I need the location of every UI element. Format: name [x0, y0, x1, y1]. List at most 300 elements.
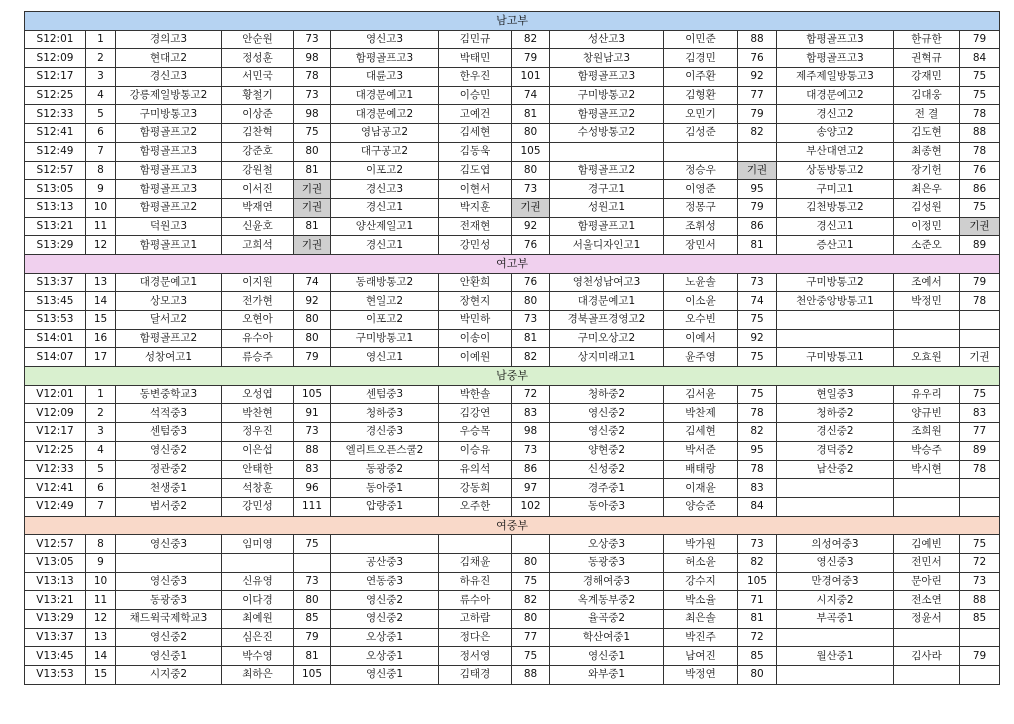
table-cell: 박민하 — [439, 311, 512, 330]
table-cell: 81 — [294, 647, 331, 666]
table-row — [25, 198, 1000, 217]
table-cell: 86 — [960, 180, 1000, 199]
table-cell: 이주환 — [664, 68, 738, 87]
table-cell: 96 — [294, 479, 331, 498]
table-cell: 영신중1 — [550, 647, 664, 666]
table-row — [25, 124, 1000, 143]
table-row — [25, 30, 1000, 49]
table-cell: 영남공고2 — [331, 124, 439, 143]
table-cell: 98 — [294, 49, 331, 68]
table-cell: 성산고3 — [550, 30, 664, 49]
table-cell: V13:13 — [25, 572, 86, 591]
table-cell: 강수지 — [664, 572, 738, 591]
table-cell: 구미방통고2 — [550, 86, 664, 105]
table-cell: 박서준 — [664, 441, 738, 460]
table-cell: 11 — [86, 591, 116, 610]
table-cell: 1 — [86, 385, 116, 404]
table-cell: 영신중2 — [116, 628, 222, 647]
table-cell: 전소연 — [894, 591, 960, 610]
table-cell: 동래방통고2 — [331, 273, 439, 292]
table-cell: 강재민 — [894, 68, 960, 87]
table-cell: 박정연 — [664, 666, 738, 685]
table-cell: S12:33 — [25, 105, 86, 124]
table-cell: 최은우 — [894, 180, 960, 199]
table-row — [25, 311, 1000, 330]
table-cell: 엘리트오픈스쿨2 — [331, 441, 439, 460]
table-cell: 오현아 — [222, 311, 294, 330]
table-cell: V12:57 — [25, 535, 86, 554]
table-cell: 이다경 — [222, 591, 294, 610]
table-cell: 공산중3 — [331, 553, 439, 572]
table-cell: 이포고2 — [331, 311, 439, 330]
table-cell: 77 — [960, 423, 1000, 442]
table-cell: 장기헌 — [894, 161, 960, 180]
table-cell: V12:01 — [25, 385, 86, 404]
table-cell: 10 — [86, 572, 116, 591]
table-cell: 이소윤 — [664, 292, 738, 311]
table-cell: 3 — [86, 68, 116, 87]
table-cell: 경덕중2 — [777, 441, 894, 460]
table-cell: 장민서 — [664, 236, 738, 255]
table-cell: 박정민 — [894, 292, 960, 311]
table-cell: 청하중2 — [550, 385, 664, 404]
table-cell: 84 — [960, 49, 1000, 68]
table-cell: 75 — [738, 311, 777, 330]
table-cell — [894, 329, 960, 348]
table-cell: 80 — [294, 142, 331, 161]
table-cell: 102 — [512, 497, 550, 516]
table-cell: 5 — [86, 105, 116, 124]
table-cell: 경해여중3 — [550, 572, 664, 591]
table-cell: 86 — [512, 460, 550, 479]
table-cell: 함평골프고3 — [116, 161, 222, 180]
table-cell: S12:01 — [25, 30, 86, 49]
table-cell: S12:17 — [25, 68, 86, 87]
table-cell: 74 — [294, 273, 331, 292]
table-cell: 만경여중3 — [777, 572, 894, 591]
table-cell: 85 — [960, 610, 1000, 629]
table-row — [25, 535, 1000, 554]
table-cell: 78 — [960, 292, 1000, 311]
table-cell: 김세현 — [664, 423, 738, 442]
table-cell: 수성방통고2 — [550, 124, 664, 143]
table-cell: 오성엽 — [222, 385, 294, 404]
table-cell: 정다은 — [439, 628, 512, 647]
table-row — [25, 423, 1000, 442]
table-cell: 79 — [512, 49, 550, 68]
table-cell: 구미방통고1 — [777, 348, 894, 367]
table-cell: S12:41 — [25, 124, 86, 143]
table-cell: 92 — [294, 292, 331, 311]
table-cell: 함평골프고2 — [550, 161, 664, 180]
table-cell: 김태경 — [439, 666, 512, 685]
table-cell: 83 — [960, 404, 1000, 423]
table-cell: 기권 — [294, 198, 331, 217]
table-cell: 영신고3 — [331, 30, 439, 49]
section-title: 남고부 — [25, 12, 1000, 31]
table-cell: 정성훈 — [222, 49, 294, 68]
table-cell: S14:07 — [25, 348, 86, 367]
table-cell: 경신고3 — [331, 180, 439, 199]
table-cell: S13:53 — [25, 311, 86, 330]
table-cell: 권혁규 — [894, 49, 960, 68]
table-cell: 박승주 — [894, 441, 960, 460]
table-cell: 이민준 — [664, 30, 738, 49]
table-cell: 안환희 — [439, 273, 512, 292]
table-cell: 16 — [86, 329, 116, 348]
table-cell: 박태민 — [439, 49, 512, 68]
table-cell: 덕원고3 — [116, 217, 222, 236]
table-cell: 88 — [960, 124, 1000, 143]
table-cell: 박소율 — [664, 591, 738, 610]
table-cell: 박찬현 — [222, 404, 294, 423]
table-cell: 양산제일고1 — [331, 217, 439, 236]
table-cell: 이포고2 — [331, 161, 439, 180]
table-cell: 이예서 — [664, 329, 738, 348]
table-cell: V13:53 — [25, 666, 86, 685]
table-row — [25, 217, 1000, 236]
table-cell: 조예서 — [894, 273, 960, 292]
table-row — [25, 572, 1000, 591]
table-cell: 대구공고2 — [331, 142, 439, 161]
table-cell: 한규한 — [894, 30, 960, 49]
table-cell: 조휘성 — [664, 217, 738, 236]
table-cell: V12:41 — [25, 479, 86, 498]
table-cell: 천생중1 — [116, 479, 222, 498]
table-cell: 75 — [294, 535, 331, 554]
table-cell: 안태한 — [222, 460, 294, 479]
table-row — [25, 666, 1000, 685]
table-cell: 13 — [86, 273, 116, 292]
table-cell: 김채윤 — [439, 553, 512, 572]
table-row — [25, 236, 1000, 255]
table-cell — [894, 311, 960, 330]
table-cell: 73 — [960, 572, 1000, 591]
table-cell: 80 — [294, 591, 331, 610]
table-cell: S13:37 — [25, 273, 86, 292]
table-cell: 오민기 — [664, 105, 738, 124]
table-cell: 86 — [738, 217, 777, 236]
table-cell: 79 — [960, 273, 1000, 292]
table-cell: 고희석 — [222, 236, 294, 255]
table-cell: 81 — [738, 236, 777, 255]
table-cell: 73 — [294, 86, 331, 105]
table-cell: 89 — [960, 236, 1000, 255]
table-cell: 함평골프고3 — [550, 68, 664, 87]
table-cell: 17 — [86, 348, 116, 367]
table-cell: 3 — [86, 423, 116, 442]
table-row — [25, 553, 1000, 572]
table-cell: 73 — [738, 273, 777, 292]
table-cell: 74 — [738, 292, 777, 311]
table-cell: 81 — [512, 329, 550, 348]
table-cell: 범서중2 — [116, 497, 222, 516]
table-cell: 조희원 — [894, 423, 960, 442]
table-cell: 영신중2 — [116, 441, 222, 460]
table-cell: 정관중2 — [116, 460, 222, 479]
table-cell: 이예원 — [439, 348, 512, 367]
table-cell: 75 — [738, 385, 777, 404]
table-cell: 부산대연고2 — [777, 142, 894, 161]
table-cell: 97 — [512, 479, 550, 498]
table-cell: 정몽구 — [664, 198, 738, 217]
table-cell: 최종현 — [894, 142, 960, 161]
table-cell: 동광중2 — [331, 460, 439, 479]
table-cell — [512, 535, 550, 554]
table-row — [25, 647, 1000, 666]
table-cell: 105 — [294, 385, 331, 404]
table-cell: 77 — [512, 628, 550, 647]
table-cell: 영천성남여고3 — [550, 273, 664, 292]
table-cell — [894, 666, 960, 685]
table-cell: 박지훈 — [439, 198, 512, 217]
table-cell: 청하중3 — [331, 404, 439, 423]
table-cell: 고예건 — [439, 105, 512, 124]
table-cell: 옥계동부중2 — [550, 591, 664, 610]
table-cell: S13:13 — [25, 198, 86, 217]
section-title: 여중부 — [25, 516, 1000, 535]
table-cell: 14 — [86, 647, 116, 666]
table-cell: 박수영 — [222, 647, 294, 666]
table-cell: 율곡중2 — [550, 610, 664, 629]
table-cell: 이정민 — [894, 217, 960, 236]
table-cell: 강동희 — [439, 479, 512, 498]
table-cell: 91 — [294, 404, 331, 423]
table-cell: 이현서 — [439, 180, 512, 199]
table-cell: 김서윤 — [664, 385, 738, 404]
table-cell: 73 — [512, 441, 550, 460]
table-cell: 6 — [86, 124, 116, 143]
table-cell: 서울디자인고1 — [550, 236, 664, 255]
table-cell: 김세현 — [439, 124, 512, 143]
table-cell: 12 — [86, 610, 116, 629]
table-cell — [777, 666, 894, 685]
table-cell: 82 — [738, 423, 777, 442]
table-cell: 80 — [738, 666, 777, 685]
table-cell — [777, 497, 894, 516]
table-cell: 83 — [294, 460, 331, 479]
table-cell: 대경문예고2 — [331, 105, 439, 124]
table-cell: 92 — [738, 68, 777, 87]
table-cell: 7 — [86, 142, 116, 161]
table-cell: 경북골프경영고2 — [550, 311, 664, 330]
table-cell: 윤주영 — [664, 348, 738, 367]
table-cell: 최하은 — [222, 666, 294, 685]
table-cell: 김동욱 — [439, 142, 512, 161]
table-cell — [664, 142, 738, 161]
table-cell: 함평골프고2 — [550, 105, 664, 124]
table-cell: 75 — [738, 348, 777, 367]
table-cell: 14 — [86, 292, 116, 311]
table-cell: V12:33 — [25, 460, 86, 479]
table-cell: 함평골프고2 — [116, 329, 222, 348]
table-cell: 이승유 — [439, 441, 512, 460]
table-cell: 101 — [512, 68, 550, 87]
table-cell: S12:57 — [25, 161, 86, 180]
table-cell: 105 — [738, 572, 777, 591]
table-cell — [777, 311, 894, 330]
table-cell: 서민국 — [222, 68, 294, 87]
table-cell: 105 — [294, 666, 331, 685]
table-cell: 111 — [294, 497, 331, 516]
table-cell: 와부중1 — [550, 666, 664, 685]
table-cell: 4 — [86, 86, 116, 105]
table-cell: 전재현 — [439, 217, 512, 236]
table-cell: 양승준 — [664, 497, 738, 516]
table-cell: 79 — [738, 198, 777, 217]
table-cell: 함평골프고3 — [116, 142, 222, 161]
table-cell: 센텀중3 — [331, 385, 439, 404]
table-cell: 75 — [512, 572, 550, 591]
table-row — [25, 49, 1000, 68]
table-cell: 81 — [738, 610, 777, 629]
table-cell: 안순원 — [222, 30, 294, 49]
table-cell: 80 — [512, 161, 550, 180]
table-cell: 76 — [960, 161, 1000, 180]
table-cell: 88 — [294, 441, 331, 460]
table-cell: 상동방통고2 — [777, 161, 894, 180]
table-cell: 한우진 — [439, 68, 512, 87]
table-cell: 경신고1 — [331, 198, 439, 217]
table-cell: 최은솔 — [664, 610, 738, 629]
table-cell — [960, 479, 1000, 498]
table-cell: S12:25 — [25, 86, 86, 105]
table-cell — [294, 553, 331, 572]
section-title: 남중부 — [25, 367, 1000, 386]
table-cell: 74 — [512, 86, 550, 105]
table-cell: 청하중2 — [777, 404, 894, 423]
table-cell: 경신고1 — [331, 236, 439, 255]
table-cell: 80 — [512, 610, 550, 629]
table-cell: 성원고1 — [550, 198, 664, 217]
table-cell — [960, 329, 1000, 348]
table-cell: 경신고1 — [777, 217, 894, 236]
table-cell: 경주중1 — [550, 479, 664, 498]
table-cell: 압량중1 — [331, 497, 439, 516]
table-cell — [894, 628, 960, 647]
table-cell — [960, 628, 1000, 647]
table-cell: 영신중3 — [116, 572, 222, 591]
table-row — [25, 610, 1000, 629]
table-cell — [960, 666, 1000, 685]
table-cell: 85 — [738, 647, 777, 666]
table-cell: 92 — [738, 329, 777, 348]
table-cell: S12:09 — [25, 49, 86, 68]
table-cell — [439, 535, 512, 554]
table-cell: 강원철 — [222, 161, 294, 180]
table-cell: 105 — [512, 142, 550, 161]
table-cell: 영신중1 — [331, 666, 439, 685]
table-cell: 75 — [294, 124, 331, 143]
table-cell: 13 — [86, 628, 116, 647]
table-cell: 82 — [512, 30, 550, 49]
table-cell: 80 — [294, 329, 331, 348]
table-cell: 오수빈 — [664, 311, 738, 330]
table-cell: 석창훈 — [222, 479, 294, 498]
table-cell: 기권 — [512, 198, 550, 217]
table-cell: 5 — [86, 460, 116, 479]
table-row — [25, 591, 1000, 610]
table-row — [25, 105, 1000, 124]
table-cell: 함평골프고2 — [116, 198, 222, 217]
table-cell: 유수아 — [222, 329, 294, 348]
table-cell: 기권 — [960, 217, 1000, 236]
table-cell: 김성원 — [894, 198, 960, 217]
table-cell — [894, 479, 960, 498]
table-cell: 김사라 — [894, 647, 960, 666]
table-cell: 채드윅국제학교3 — [116, 610, 222, 629]
table-cell: 88 — [512, 666, 550, 685]
table-cell: 대경문예고2 — [777, 86, 894, 105]
table-cell: 강준호 — [222, 142, 294, 161]
table-row — [25, 161, 1000, 180]
table-cell: V13:05 — [25, 553, 86, 572]
table-cell: 류수아 — [439, 591, 512, 610]
table-cell: 79 — [294, 348, 331, 367]
table-cell: 김천방통고2 — [777, 198, 894, 217]
table-cell: 73 — [294, 30, 331, 49]
table-cell: 79 — [738, 105, 777, 124]
table-cell: 72 — [512, 385, 550, 404]
table-cell: 기권 — [294, 180, 331, 199]
table-cell — [738, 142, 777, 161]
section-title: 여고부 — [25, 254, 1000, 273]
table-cell: 경신고2 — [777, 105, 894, 124]
table-cell: 79 — [960, 647, 1000, 666]
table-cell: 경의고3 — [116, 30, 222, 49]
table-cell: 영신중2 — [550, 423, 664, 442]
table-cell: 창원남고3 — [550, 49, 664, 68]
table-cell: 우승목 — [439, 423, 512, 442]
table-cell: 김대웅 — [894, 86, 960, 105]
table-cell — [960, 311, 1000, 330]
table-cell: V12:09 — [25, 404, 86, 423]
table-cell — [777, 479, 894, 498]
table-cell: 박시현 — [894, 460, 960, 479]
table-cell: 73 — [294, 572, 331, 591]
table-cell: 강민성 — [439, 236, 512, 255]
table-cell: 78 — [738, 460, 777, 479]
table-cell: 7 — [86, 497, 116, 516]
table-cell: 구미방통고2 — [777, 273, 894, 292]
table-cell: 78 — [960, 460, 1000, 479]
table-cell — [550, 142, 664, 161]
table-row — [25, 404, 1000, 423]
table-cell: 허소윤 — [664, 553, 738, 572]
table-cell: 센텀중3 — [116, 423, 222, 442]
table-cell: 소준오 — [894, 236, 960, 255]
table-cell: 오효원 — [894, 348, 960, 367]
table-cell: V13:45 — [25, 647, 86, 666]
table-cell: 2 — [86, 404, 116, 423]
table-cell: 김강연 — [439, 404, 512, 423]
table-cell: V13:37 — [25, 628, 86, 647]
table-cell: 정우진 — [222, 423, 294, 442]
table-cell: 석적중3 — [116, 404, 222, 423]
table-cell: 구미오상고2 — [550, 329, 664, 348]
table-cell: 73 — [294, 423, 331, 442]
table-cell: 2 — [86, 49, 116, 68]
table-cell — [777, 628, 894, 647]
table-cell: 시지중2 — [777, 591, 894, 610]
table-cell: 남산중2 — [777, 460, 894, 479]
table-cell: 정서영 — [439, 647, 512, 666]
table-cell: 80 — [512, 553, 550, 572]
table-row — [25, 329, 1000, 348]
table-cell: 72 — [738, 628, 777, 647]
table-cell: S13:05 — [25, 180, 86, 199]
table-cell: 8 — [86, 161, 116, 180]
